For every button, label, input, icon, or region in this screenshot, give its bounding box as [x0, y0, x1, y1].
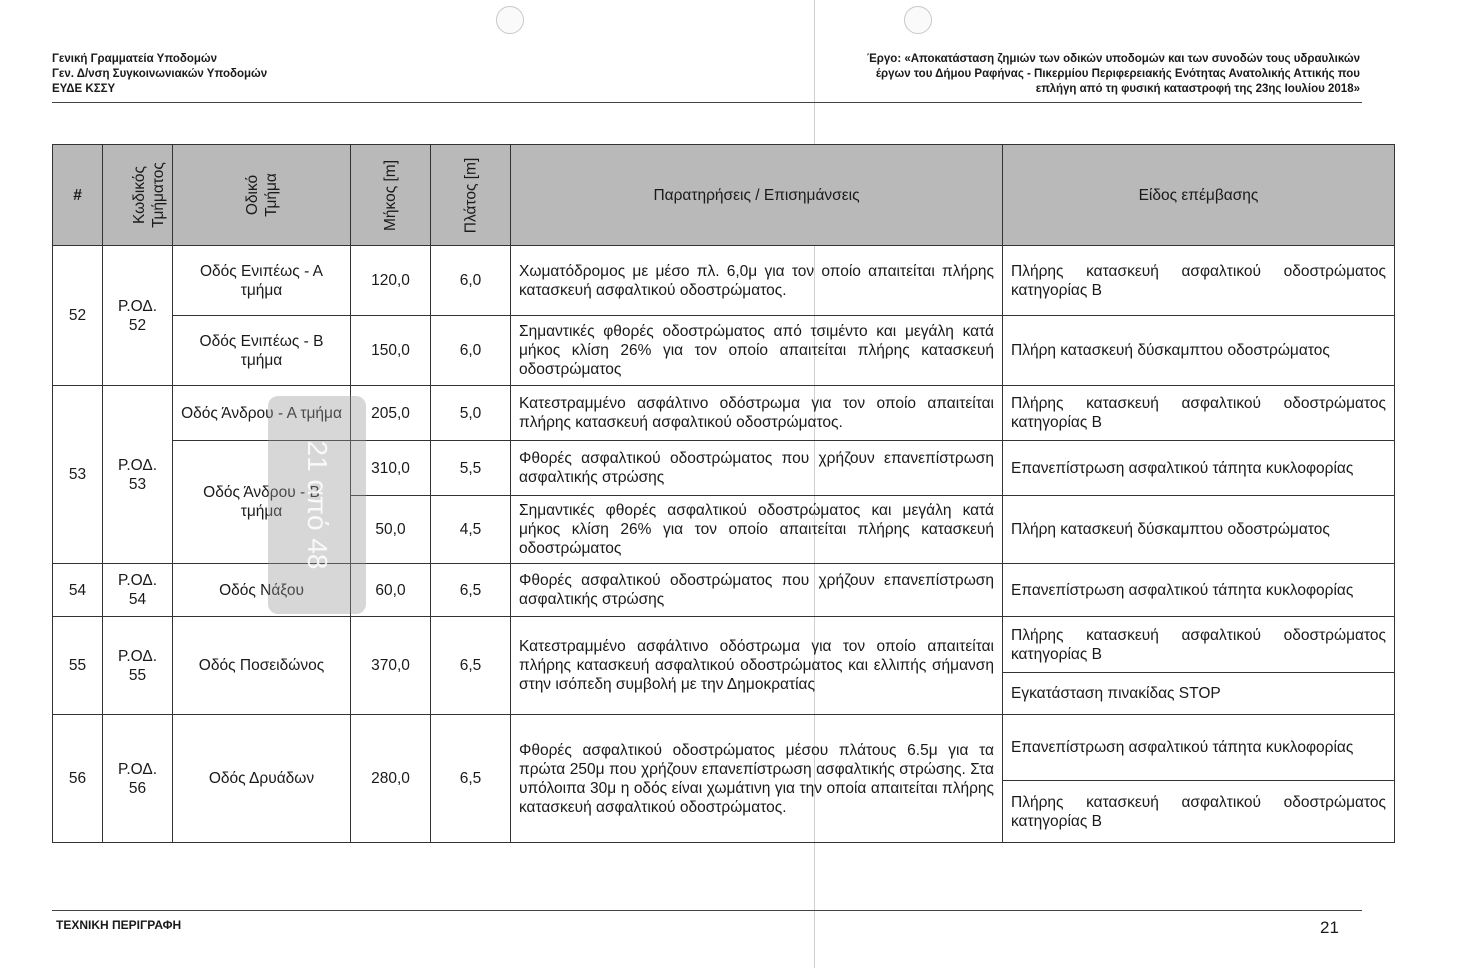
header-org-line: Γενική Γραμματεία Υποδομών [52, 53, 217, 65]
header-org-line: Γεν. Δ/νση Συγκοινωνιακών Υποδομών [52, 68, 268, 80]
header-organization [52, 52, 267, 97]
cell-number: 55 [53, 617, 103, 715]
cell-intervention: Επανεπίστρωση ασφαλτικού τάπητα κυκλοφορίας [1003, 715, 1395, 781]
header-project-line: Έργο: «Αποκατάσταση ζημιών των οδικών υποδομών και των συνοδών τους υδραυλικών [866, 53, 1360, 65]
col-header-remarks: Παρατηρήσεις / Επισημάνσεις [511, 145, 1003, 246]
cell-intervention: Πλήρη κατασκευή δύσκαμπτου οδοστρώματος [1003, 316, 1395, 386]
cell-width: 6,0 [431, 246, 511, 316]
col-header-code: Κωδικός Τμήματος [103, 145, 173, 246]
cell-code: Ρ.ΟΔ. 52 [103, 246, 173, 386]
cell-intervention: Πλήρης κατασκευή ασφαλτικού οδοστρώματος κατηγορίας Β [1003, 617, 1395, 673]
table-row [53, 316, 1395, 386]
header-project-title [700, 52, 1360, 97]
cell-remarks: Κατεστραμμένο ασφάλτινο οδόστρωμα για τον οποίο απαιτείται πλήρης κατασκευή ασφαλτικού οδοστρώματος. [511, 386, 1003, 441]
cell-length: 50,0 [351, 496, 431, 564]
header-org-line: ΕΥΔΕ ΚΣΣΥ [52, 83, 116, 95]
col-header-length: Μήκος [m] [351, 145, 431, 246]
cell-segment: Οδός Ενιπέως - Α τμήμα [173, 246, 351, 316]
cell-code: Ρ.ΟΔ. 55 [103, 617, 173, 715]
cell-number: 52 [53, 246, 103, 386]
cell-segment: Οδός Νάξου [173, 564, 351, 617]
road-segments-table [52, 144, 1395, 843]
cell-intervention: Πλήρη κατασκευή δύσκαμπτου οδοστρώματος [1003, 496, 1395, 564]
cell-width: 6,5 [431, 564, 511, 617]
col-header-number: # [53, 145, 103, 246]
cell-width: 5,0 [431, 386, 511, 441]
cell-length: 60,0 [351, 564, 431, 617]
cell-intervention: Πλήρης κατασκευή ασφαλτικού οδοστρώματος κατηγορίας Β [1003, 246, 1395, 316]
cell-length: 205,0 [351, 386, 431, 441]
cell-intervention: Πλήρης κατασκευή ασφαλτικού οδοστρώματος κατηγορίας Β [1003, 386, 1395, 441]
cell-remarks: Κατεστραμμένο ασφάλτινο οδόστρωμα για τον οποίο απαιτείται πλήρης κατασκευή ασφαλτικού οδοστρώματος και ελλιπής σήμανση στην ισόπεδη συμβολή με την Δημοκρατίας [511, 617, 1003, 715]
cell-code: Ρ.ΟΔ. 54 [103, 564, 173, 617]
header-project-line: επλήγη από τη φυσική καταστροφή της 23ης Ιουλίου 2018» [1035, 83, 1360, 95]
cell-intervention: Πλήρης κατασκευή ασφαλτικού οδοστρώματος κατηγορίας Β [1003, 781, 1395, 843]
page-number: 21 [1320, 918, 1339, 937]
cell-intervention: Εγκατάσταση πινακίδας STOP [1003, 673, 1395, 715]
cell-segment: Οδός Δρυάδων [173, 715, 351, 843]
cell-remarks: Φθορές ασφαλτικού οδοστρώματος μέσου πλάτους 6.5μ για τα πρώτα 250μ που χρήζουν επανεπίστρωση ασφαλτικής στρώσης. Στα υπόλοιπα 30μ η οδός είναι χωμάτινη για την οποία απαιτείται πλήρης κατασκευή ασφαλτικού οδοστρώματος. [511, 715, 1003, 843]
page-indicator-text: 21 από 48 [302, 440, 333, 570]
cell-intervention: Επανεπίστρωση ασφαλτικού τάπητα κυκλοφορίας [1003, 564, 1395, 617]
footer-title: ΤΕΧΝΙΚΗ ΠΕΡΙΓΡΑΦΗ [56, 918, 182, 932]
table-header-row [53, 145, 1395, 246]
cell-segment: Οδός Ποσειδώνος [173, 617, 351, 715]
cell-number: 53 [53, 386, 103, 564]
cell-remarks: Χωματόδρομος με μέσο πλ. 6,0μ για τον οποίο απαιτείται πλήρης κατασκευή ασφαλτικού οδοστρώματος. [511, 246, 1003, 316]
cell-segment: Οδός Άνδρου - Β τμήμα [173, 441, 351, 564]
cell-length: 310,0 [351, 441, 431, 496]
cell-code: Ρ.ΟΔ. 53 [103, 386, 173, 564]
cell-length: 280,0 [351, 715, 431, 843]
page-indicator-overlay [268, 396, 366, 614]
col-header-intervention: Είδος επέμβασης [1003, 145, 1395, 246]
cell-length: 120,0 [351, 246, 431, 316]
cell-length: 370,0 [351, 617, 431, 715]
cell-number: 54 [53, 564, 103, 617]
cell-width: 6,5 [431, 617, 511, 715]
punch-hole-left [496, 6, 524, 34]
cell-remarks: Φθορές ασφαλτικού οδοστρώματος που χρήζουν επανεπίστρωση ασφαλτικής στρώσης [511, 441, 1003, 496]
table-row [53, 246, 1395, 316]
col-header-width: Πλάτος [m] [431, 145, 511, 246]
cell-remarks: Σημαντικές φθορές οδοστρώματος από τσιμέντο και μεγάλη κατά μήκος κλίση 26% για τον οποίο απαιτείται πλήρης κατασκευή οδοστρώματος [511, 316, 1003, 386]
cell-length: 150,0 [351, 316, 431, 386]
cell-remarks: Φθορές ασφαλτικού οδοστρώματος που χρήζουν επανεπίστρωση ασφαλτικής στρώσης [511, 564, 1003, 617]
table-row [53, 386, 1395, 441]
table-row [53, 715, 1395, 781]
header-divider [52, 102, 1362, 103]
cell-segment: Οδός Ενιπέως - Β τμήμα [173, 316, 351, 386]
cell-width: 4,5 [431, 496, 511, 564]
cell-width: 6,0 [431, 316, 511, 386]
cell-segment: Οδός Άνδρου - Α τμήμα [173, 386, 351, 441]
cell-number: 56 [53, 715, 103, 843]
cell-width: 5,5 [431, 441, 511, 496]
cell-remarks: Σημαντικές φθορές ασφαλτικού οδοστρώματος και μεγάλη κατά μήκος κλίση 26% για τον οποίο απαιτείται πλήρης κατασκευή οδοστρώματος [511, 496, 1003, 564]
table-row [53, 441, 1395, 496]
punch-hole-right [904, 6, 932, 34]
footer-divider [52, 910, 1362, 911]
cell-code: Ρ.ΟΔ. 56 [103, 715, 173, 843]
table-row [53, 564, 1395, 617]
cell-intervention: Επανεπίστρωση ασφαλτικού τάπητα κυκλοφορίας [1003, 441, 1395, 496]
col-header-segment: Οδικό Τμήμα [173, 145, 351, 246]
table-row [53, 617, 1395, 673]
header-project-line: έργων του Δήμου Ραφήνας - Πικερμίου Περιφερειακής Ενότητας Ανατολικής Αττικής που [875, 68, 1360, 80]
cell-width: 6,5 [431, 715, 511, 843]
